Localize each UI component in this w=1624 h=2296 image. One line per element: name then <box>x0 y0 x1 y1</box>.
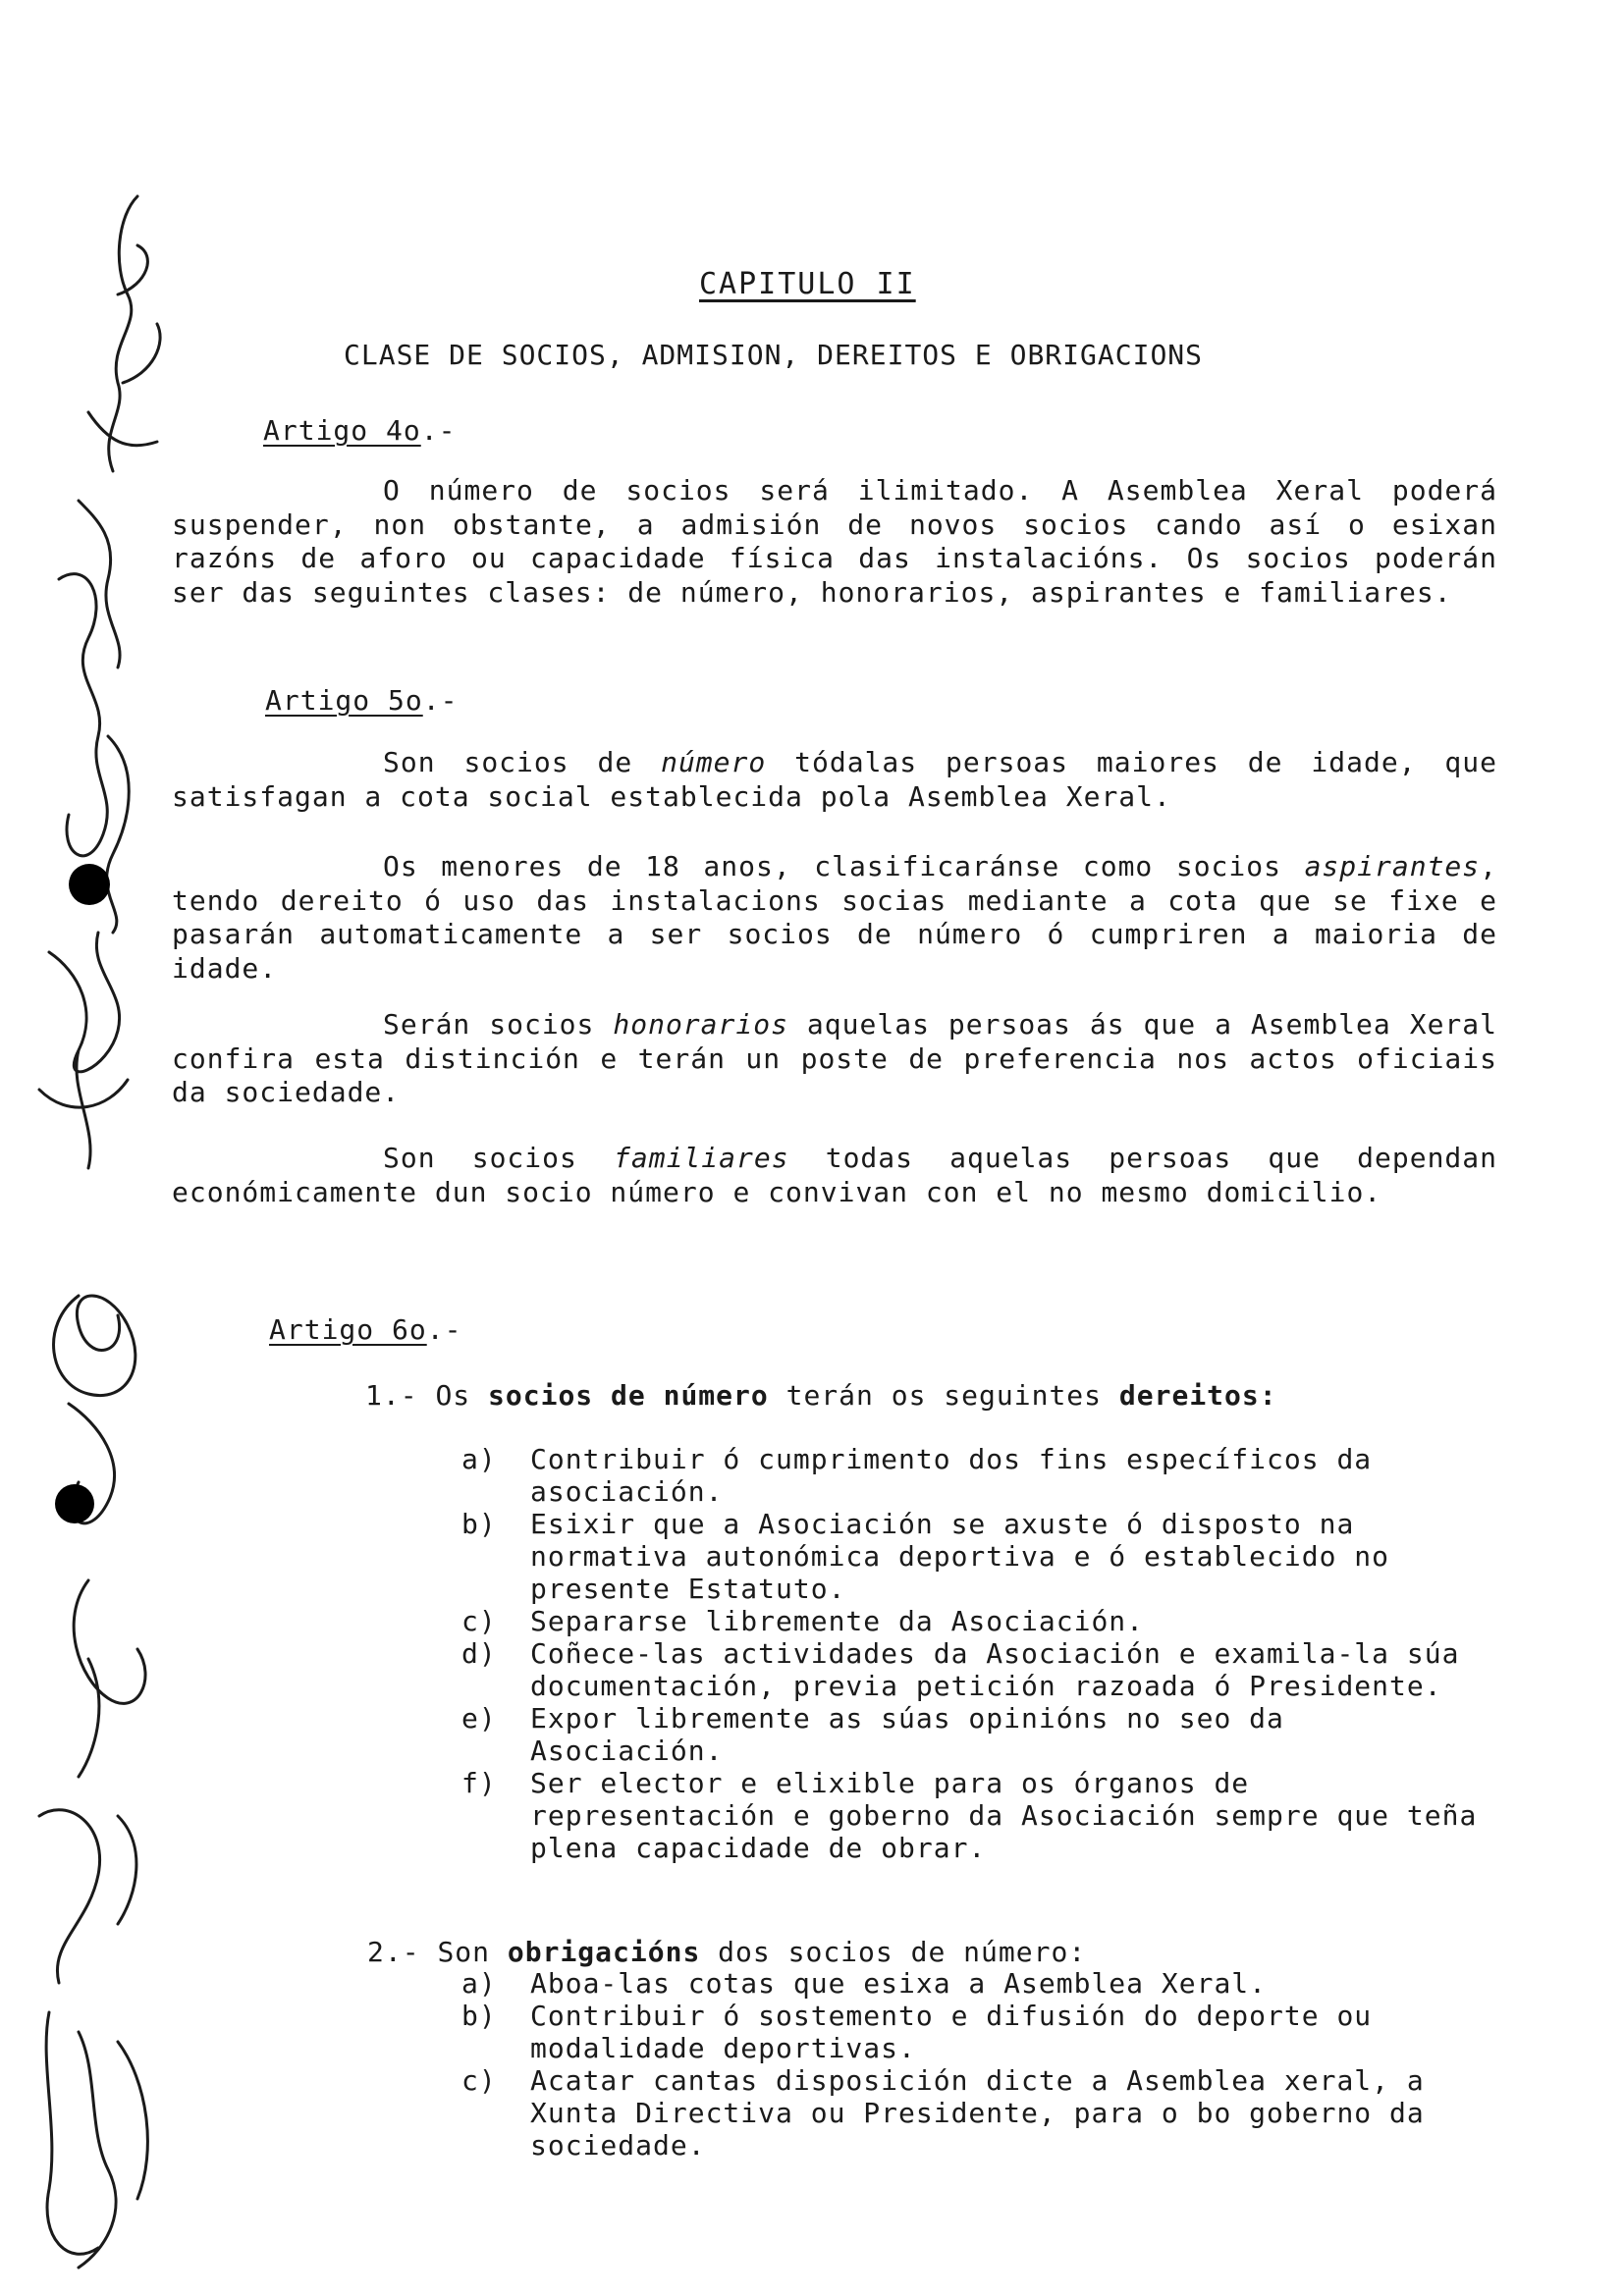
obligations-list <box>461 1967 1483 2162</box>
item-text: Expor libremente as súas opinións no seo da Asociación. <box>530 1702 1284 1767</box>
obligation-item <box>461 2064 1483 2162</box>
item-label: c) <box>461 2064 497 2097</box>
item-text: Esixir que a Asociación se axuste ó disposto na normativa autonómica deportiva e ó establecido no presente Estatuto. <box>530 1508 1390 1605</box>
hole-punch-top <box>69 864 110 905</box>
item-label: b) <box>461 2000 497 2032</box>
item-label: e) <box>461 1702 497 1735</box>
article-4-text: O número de socios será ilimitado. A Asemblea Xeral poderá suspender, non obstante, a admisión de novos socios cando así o esixan razóns de aforo ou capacidade física das instalacións. Os socios poderán ser das seguintes clases: de número, honorarios, aspirantes e familiares. <box>172 474 1497 609</box>
item-label: a) <box>461 1967 497 2000</box>
signature-3 <box>39 933 128 1168</box>
item-label: a) <box>461 1443 497 1475</box>
item-text: Acatar cantas disposición dicte a Asemblea xeral, a Xunta Directiva ou Presidente, para o bo goberno da sociedade. <box>530 2064 1425 2162</box>
obligation-item <box>461 1967 1483 2000</box>
right-item <box>461 1702 1483 1767</box>
article-5-heading: Artigo 5o.- <box>265 684 459 717</box>
item-text: Contribuir ó cumprimento dos fins específicos da asociación. <box>530 1443 1373 1508</box>
rights-list <box>461 1443 1483 1864</box>
signature-5 <box>39 1580 145 1983</box>
margin-signatures <box>20 88 191 2287</box>
chapter-subtitle: CLASE DE SOCIOS, ADMISION, DEREITOS E OBRIGACIONS <box>344 339 1204 371</box>
item-label: f) <box>461 1767 497 1799</box>
article-4-heading: Artigo 4o.- <box>263 414 457 447</box>
item-text: Coñece-las actividades da Asociación e examila-la súa documentación, previa petición razoada ó Presidente. <box>530 1637 1460 1702</box>
article-5-para-4: Son socios familiares todas aquelas persoas que dependan económicamente dun socio número e convivan con el no mesmo domicilio. <box>172 1142 1497 1208</box>
signature-6 <box>46 2012 147 2268</box>
item-text: Ser elector e elixible para os órganos de representación e goberno da Asociación sempre que teña plena capacidade de obrar. <box>530 1767 1478 1864</box>
article-5-para-2: Os menores de 18 anos, clasificaránse como socios aspirantes, tendo dereito ó uso das instalacions socias mediante a cota que se fixe e pasarán automaticamente a ser socios de número ó cumpriren a maioria de idade. <box>172 850 1497 985</box>
item-text: Aboa-las cotas que esixa a Asemblea Xeral. <box>530 1967 1268 2000</box>
item-label: c) <box>461 1605 497 1637</box>
right-item <box>461 1605 1483 1637</box>
item-label: b) <box>461 1508 497 1540</box>
obligations-intro: 2.- Son obrigacións dos socios de número: <box>367 1936 1087 1968</box>
article-5-para-3: Serán socios honorarios aquelas persoas ás que a Asemblea Xeral confira esta distinción e terán un poste de preferencia nos actos oficiais da sociedade. <box>172 1008 1498 1108</box>
right-item <box>461 1767 1483 1864</box>
obligation-item <box>461 2000 1483 2064</box>
item-text: Contribuir ó sostemento e difusión do deporte ou modalidade deportivas. <box>530 2000 1373 2064</box>
chapter-title: CAPITULO II <box>699 267 916 301</box>
rights-intro: 1.- Os socios de número terán os seguintes dereitos: <box>365 1379 1277 1412</box>
right-item <box>461 1508 1483 1605</box>
right-item <box>461 1443 1483 1508</box>
signature-1 <box>79 196 160 667</box>
hole-punch-bottom <box>55 1484 94 1523</box>
item-text: Separarse libremente da Asociación. <box>530 1605 1145 1637</box>
article-6-heading: Artigo 6o.- <box>269 1313 462 1346</box>
article-5-para-1: Son socios de número tódalas persoas maiores de idade, que satisfagan a cota social establecida pola Asemblea Xeral. <box>172 746 1497 813</box>
right-item <box>461 1637 1483 1702</box>
item-label: d) <box>461 1637 497 1670</box>
